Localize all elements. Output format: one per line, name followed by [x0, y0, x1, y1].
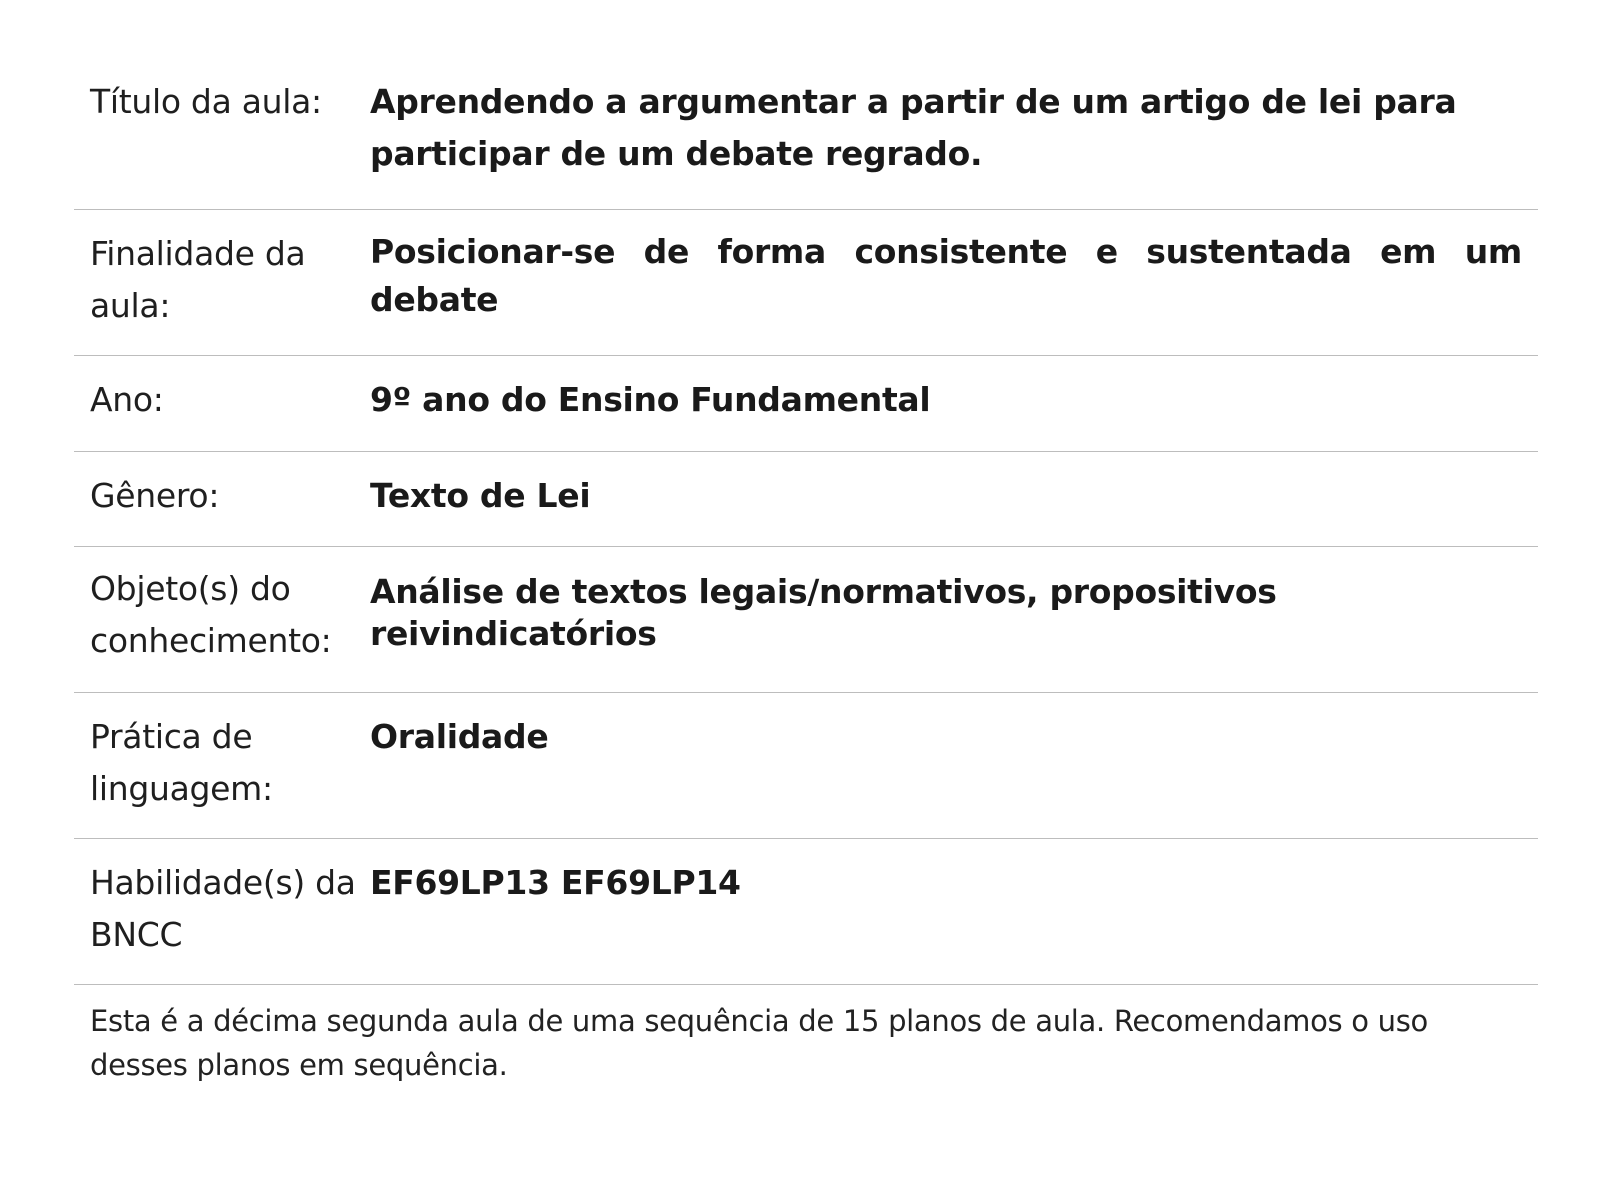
- row-finalidade: [74, 210, 1538, 356]
- value-habilidade: EF69LP13 EF69LP14: [370, 863, 741, 902]
- row-titulo: [74, 62, 1538, 210]
- label-titulo: Título da aula:: [90, 82, 322, 121]
- row-habilidade: [74, 839, 1538, 985]
- row-ano: [74, 356, 1538, 452]
- row-genero: [74, 452, 1538, 547]
- label-habilidade: Habilidade(s) da BNCC: [90, 863, 356, 954]
- row-objeto: [74, 547, 1538, 693]
- value-objeto: Análise de textos legais/normativos, propositivos reivindicatórios: [370, 572, 1277, 653]
- label-pratica: Prática de linguagem:: [90, 717, 273, 808]
- value-titulo: Aprendendo a argumentar a partir de um artigo de lei para participar de um debate regrado.: [370, 82, 1457, 173]
- value-ano: 9º ano do Ensino Fundamental: [370, 380, 931, 419]
- lesson-plan-table: [74, 62, 1538, 1087]
- label-finalidade: Finalidade da aula:: [90, 234, 306, 325]
- label-ano: Ano:: [90, 380, 164, 419]
- value-genero: Texto de Lei: [370, 476, 591, 515]
- value-finalidade: Posicionar-se de forma consistente e sustentada em um debate: [370, 232, 1522, 319]
- label-objeto: Objeto(s) do conhecimento:: [90, 569, 332, 660]
- value-pratica: Oralidade: [370, 717, 549, 756]
- label-genero: Gênero:: [90, 476, 220, 515]
- footer-note: Esta é a décima segunda aula de uma sequência de 15 planos de aula. Recomendamos o uso desses planos em sequência.: [90, 1004, 1428, 1082]
- row-pratica: [74, 693, 1538, 839]
